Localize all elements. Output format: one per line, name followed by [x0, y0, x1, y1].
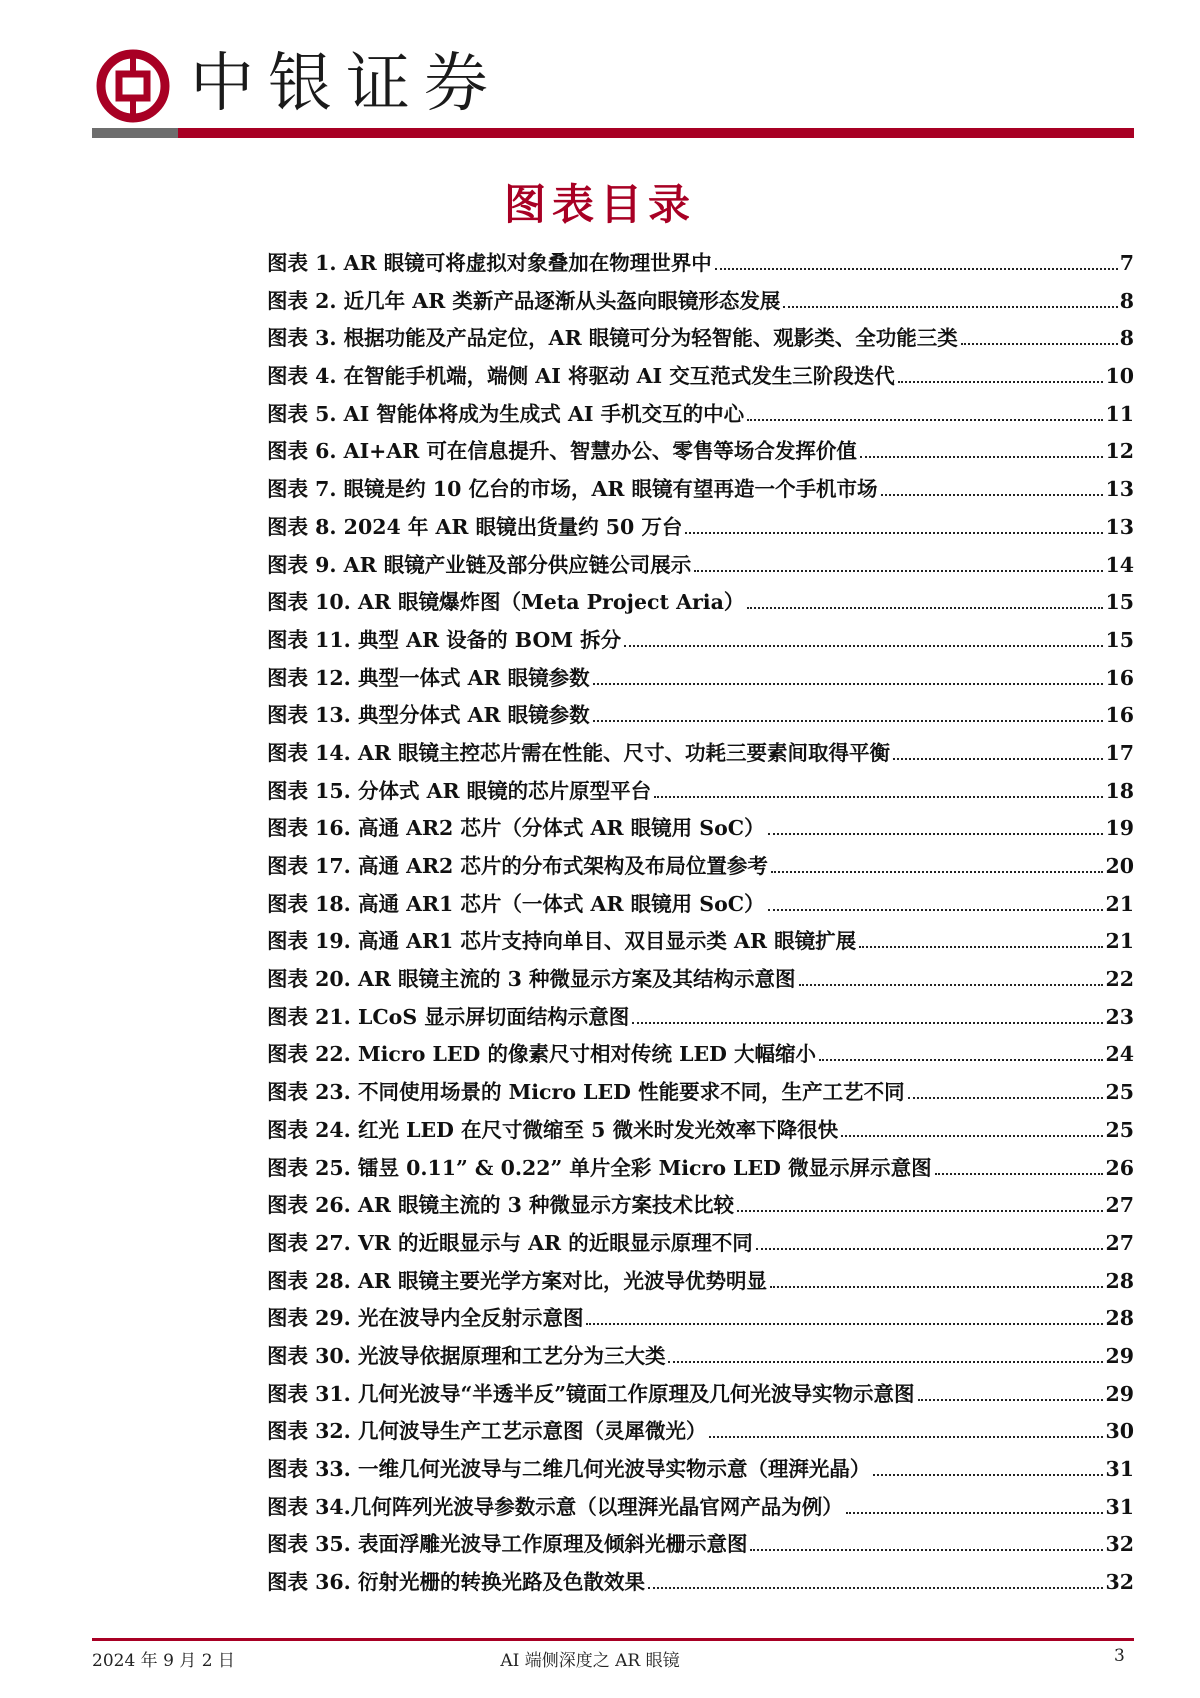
toc-entry-page: 19	[1105, 816, 1134, 841]
toc-entry-label: 图表 15. 分体式 AR 眼镜的芯片原型平台	[267, 778, 652, 803]
dot-leader	[860, 456, 1104, 458]
toc-entry[interactable]	[267, 924, 1134, 962]
toc-entry-label: 图表 4. 在智能手机端，端侧 AI 将驱动 AI 交互范式发生三阶段迭代	[267, 364, 895, 389]
toc-entry[interactable]	[267, 774, 1134, 812]
dot-leader	[918, 1399, 1104, 1401]
toc-entry[interactable]	[267, 736, 1134, 774]
dot-leader	[715, 268, 1118, 270]
table-of-figures	[267, 246, 1134, 1603]
toc-entry-label: 图表 16. 高通 AR2 芯片（分体式 AR 眼镜用 SoC）	[267, 816, 765, 841]
toc-entry-page: 23	[1105, 1004, 1134, 1029]
dot-leader	[624, 645, 1103, 647]
toc-entry-label: 图表 18. 高通 AR1 芯片（一体式 AR 眼镜用 SoC）	[267, 891, 765, 916]
footer-date: 2024 年 9 月 2 日	[92, 1651, 235, 1671]
toc-entry[interactable]	[267, 962, 1134, 1000]
page-title: 图表目录	[503, 180, 696, 229]
toc-entry-page: 15	[1105, 590, 1134, 615]
toc-entry-label: 图表 24. 红光 LED 在尺寸微缩至 5 微米时发光效率下降很快	[267, 1117, 839, 1142]
toc-entry-label: 图表 27. VR 的近眼显示与 AR 的近眼显示原理不同	[267, 1230, 753, 1255]
toc-entry[interactable]	[267, 698, 1134, 736]
toc-entry-label: 图表 26. AR 眼镜主流的 3 种微显示方案技术比较	[267, 1193, 735, 1218]
toc-entry-label: 图表 13. 典型分体式 AR 眼镜参数	[267, 703, 590, 728]
footer-report-title: AI 端侧深度之 AR 眼镜	[500, 1651, 680, 1671]
dot-leader	[768, 909, 1104, 911]
toc-entry-label: 图表 28. AR 眼镜主要光学方案对比，光波导优势明显	[267, 1268, 768, 1293]
toc-entry[interactable]	[267, 1075, 1134, 1113]
toc-entry-page: 14	[1105, 552, 1134, 577]
toc-entry-page: 8	[1119, 288, 1134, 313]
dot-leader	[841, 1135, 1103, 1137]
toc-entry-label: 图表 34.几何阵列光波导参数示意（以理湃光晶官网产品为例）	[267, 1494, 843, 1519]
footer-divider	[92, 1638, 1134, 1641]
toc-entry-label: 图表 10. AR 眼镜爆炸图（Meta Project Aria）	[267, 590, 745, 615]
dot-leader	[694, 570, 1103, 572]
toc-entry-label: 图表 8. 2024 年 AR 眼镜出货量约 50 万台	[267, 514, 683, 539]
toc-entry-page: 31	[1105, 1494, 1134, 1519]
toc-entry-page: 26	[1105, 1155, 1134, 1180]
toc-entry-page: 24	[1105, 1042, 1134, 1067]
dot-leader	[685, 532, 1103, 534]
toc-entry-label: 图表 19. 高通 AR1 芯片支持向单目、双目显示类 AR 眼镜扩展	[267, 929, 857, 954]
toc-entry-page: 30	[1105, 1419, 1134, 1444]
toc-entry-page: 27	[1105, 1193, 1134, 1218]
toc-entry[interactable]	[267, 434, 1134, 472]
dot-leader	[747, 607, 1103, 609]
dot-leader	[770, 1286, 1103, 1288]
dot-leader	[783, 306, 1117, 308]
toc-entry-label: 图表 3. 根据功能及产品定位，AR 眼镜可分为轻智能、观影类、全功能三类	[267, 326, 958, 351]
toc-entry[interactable]	[267, 1301, 1134, 1339]
toc-entry-label: 图表 22. Micro LED 的像素尺寸相对传统 LED 大幅缩小	[267, 1042, 817, 1067]
toc-entry-page: 13	[1105, 477, 1134, 502]
toc-entry-label: 图表 6. AI+AR 可在信息提升、智慧办公、零售等场合发挥价值	[267, 439, 857, 464]
toc-entry-page: 29	[1105, 1381, 1134, 1406]
toc-entry-label: 图表 33. 一维几何光波导与二维几何光波导实物示意（理湃光晶）	[267, 1457, 871, 1481]
toc-entry-label: 图表 23. 不同使用场景的 Micro LED 性能要求不同，生产工艺不同	[267, 1080, 905, 1105]
toc-entry-label: 图表 1. AR 眼镜可将虚拟对象叠加在物理世界中	[267, 251, 712, 275]
dot-leader	[709, 1436, 1103, 1438]
toc-entry-label: 图表 17. 高通 AR2 芯片的分布式架构及布局位置参考	[267, 854, 768, 878]
toc-entry[interactable]	[267, 1188, 1134, 1226]
toc-entry-label: 图表 36. 衍射光栅的转换光路及色散效果	[267, 1570, 645, 1595]
toc-entry-page: 28	[1105, 1306, 1134, 1331]
toc-entry-page: 10	[1105, 364, 1134, 389]
toc-entry-page: 16	[1105, 665, 1134, 690]
toc-entry-label: 图表 32. 几何波导生产工艺示意图（灵犀微光）	[267, 1419, 707, 1444]
toc-entry[interactable]	[267, 1565, 1134, 1603]
toc-entry[interactable]	[267, 1414, 1134, 1452]
dot-leader	[846, 1512, 1104, 1514]
toc-entry-label: 图表 30. 光波导依据原理和工艺分为三大类	[267, 1343, 666, 1368]
toc-entry-label: 图表 20. AR 眼镜主流的 3 种微显示方案及其结构示意图	[267, 967, 796, 992]
toc-entry[interactable]	[267, 887, 1134, 925]
toc-entry[interactable]	[267, 284, 1134, 322]
toc-entry[interactable]	[267, 585, 1134, 623]
toc-entry-page: 20	[1105, 854, 1134, 878]
dot-leader	[648, 1587, 1104, 1589]
toc-entry-page: 12	[1105, 439, 1134, 464]
dot-leader	[750, 1549, 1103, 1551]
dot-leader	[859, 946, 1103, 948]
toc-entry-page: 29	[1105, 1343, 1134, 1368]
toc-entry-label: 图表 21. LCoS 显示屏切面结构示意图	[267, 1004, 630, 1029]
toc-entry[interactable]	[267, 1527, 1134, 1565]
toc-entry[interactable]	[267, 548, 1134, 586]
dot-leader	[961, 343, 1118, 345]
toc-entry-label: 图表 29. 光在波导内全反射示意图	[267, 1306, 584, 1331]
toc-entry-page: 7	[1119, 251, 1134, 275]
toc-entry-page: 15	[1105, 627, 1134, 652]
toc-entry-label: 图表 7. 眼镜是约 10 亿台的市场，AR 眼镜有望再造一个手机市场	[267, 477, 878, 502]
toc-entry[interactable]	[267, 510, 1134, 548]
toc-entry-page: 11	[1105, 401, 1134, 426]
toc-entry-page: 32	[1105, 1570, 1134, 1595]
toc-entry-page: 13	[1105, 514, 1134, 539]
dot-leader	[819, 1059, 1103, 1061]
brand-name: 中银证券	[190, 47, 502, 121]
dot-leader	[632, 1022, 1103, 1024]
dot-leader	[737, 1210, 1103, 1212]
toc-entry-label: 图表 14. AR 眼镜主控芯片需在性能、尺寸、功耗三要素间取得平衡	[267, 740, 891, 765]
dot-leader	[593, 683, 1104, 685]
toc-entry[interactable]	[267, 359, 1134, 397]
dot-leader	[881, 494, 1104, 496]
bank-of-china-logo-icon	[96, 48, 170, 124]
toc-entry-label: 图表 11. 典型 AR 设备的 BOM 拆分	[267, 627, 622, 652]
dot-leader	[654, 796, 1103, 798]
toc-entry[interactable]	[267, 1339, 1134, 1377]
dot-leader	[873, 1474, 1103, 1476]
toc-entry[interactable]	[267, 811, 1134, 849]
dot-leader	[893, 758, 1103, 760]
toc-entry-page: 32	[1105, 1532, 1134, 1557]
toc-entry-page: 25	[1105, 1080, 1134, 1105]
toc-entry-label: 图表 9. AR 眼镜产业链及部分供应链公司展示	[267, 552, 692, 577]
toc-entry-page: 21	[1105, 929, 1134, 954]
dot-leader	[586, 1323, 1103, 1325]
footer-page-number: 3	[1114, 1646, 1125, 1666]
toc-entry-page: 27	[1105, 1230, 1134, 1255]
toc-entry-page: 8	[1119, 326, 1134, 351]
toc-entry-page: 18	[1105, 778, 1134, 803]
toc-entry[interactable]	[267, 472, 1134, 510]
dot-leader	[756, 1248, 1104, 1250]
toc-entry-label: 图表 35. 表面浮雕光波导工作原理及倾斜光栅示意图	[267, 1532, 748, 1557]
toc-entry-page: 16	[1105, 703, 1134, 728]
toc-entry[interactable]	[267, 623, 1134, 661]
toc-entry[interactable]	[267, 1037, 1134, 1075]
toc-entry[interactable]	[267, 397, 1134, 435]
toc-entry[interactable]	[267, 1452, 1134, 1490]
toc-entry[interactable]	[267, 1377, 1134, 1415]
dot-leader	[935, 1173, 1104, 1175]
toc-entry-label: 图表 31. 几何光波导“半透半反”镜面工作原理及几何光波导实物示意图	[267, 1381, 915, 1406]
toc-entry-page: 28	[1105, 1268, 1134, 1293]
dot-leader	[768, 833, 1104, 835]
toc-entry[interactable]	[267, 661, 1134, 699]
dot-leader	[898, 381, 1104, 383]
toc-entry[interactable]	[267, 1226, 1134, 1264]
toc-entry-page: 21	[1105, 891, 1134, 916]
dot-leader	[771, 871, 1104, 873]
toc-entry-page: 17	[1105, 740, 1134, 765]
toc-entry-page: 25	[1105, 1117, 1134, 1142]
toc-entry[interactable]	[267, 1113, 1134, 1151]
dot-leader	[668, 1361, 1103, 1363]
toc-entry[interactable]	[267, 321, 1134, 359]
toc-entry-label: 图表 2. 近几年 AR 类新产品逐渐从头盔向眼镜形态发展	[267, 288, 781, 313]
dot-leader	[799, 984, 1104, 986]
toc-entry[interactable]	[267, 849, 1134, 887]
toc-entry-page: 31	[1105, 1457, 1134, 1481]
toc-entry-page: 22	[1105, 967, 1134, 992]
dot-leader	[593, 720, 1104, 722]
toc-entry[interactable]	[267, 1151, 1134, 1189]
toc-entry-label: 图表 12. 典型一体式 AR 眼镜参数	[267, 665, 590, 690]
toc-entry-label: 图表 5. AI 智能体将成为生成式 AI 手机交互的中心	[267, 401, 745, 426]
toc-entry[interactable]	[267, 1264, 1134, 1302]
toc-entry-label: 图表 25. 镭昱 0.11” & 0.22” 单片全彩 Micro LED 微显示屏示意图	[267, 1155, 932, 1180]
header-divider	[92, 128, 1134, 138]
toc-entry[interactable]	[267, 246, 1134, 284]
dot-leader	[908, 1097, 1104, 1099]
toc-entry[interactable]	[267, 1000, 1134, 1038]
dot-leader	[747, 419, 1103, 421]
toc-entry[interactable]	[267, 1490, 1134, 1528]
